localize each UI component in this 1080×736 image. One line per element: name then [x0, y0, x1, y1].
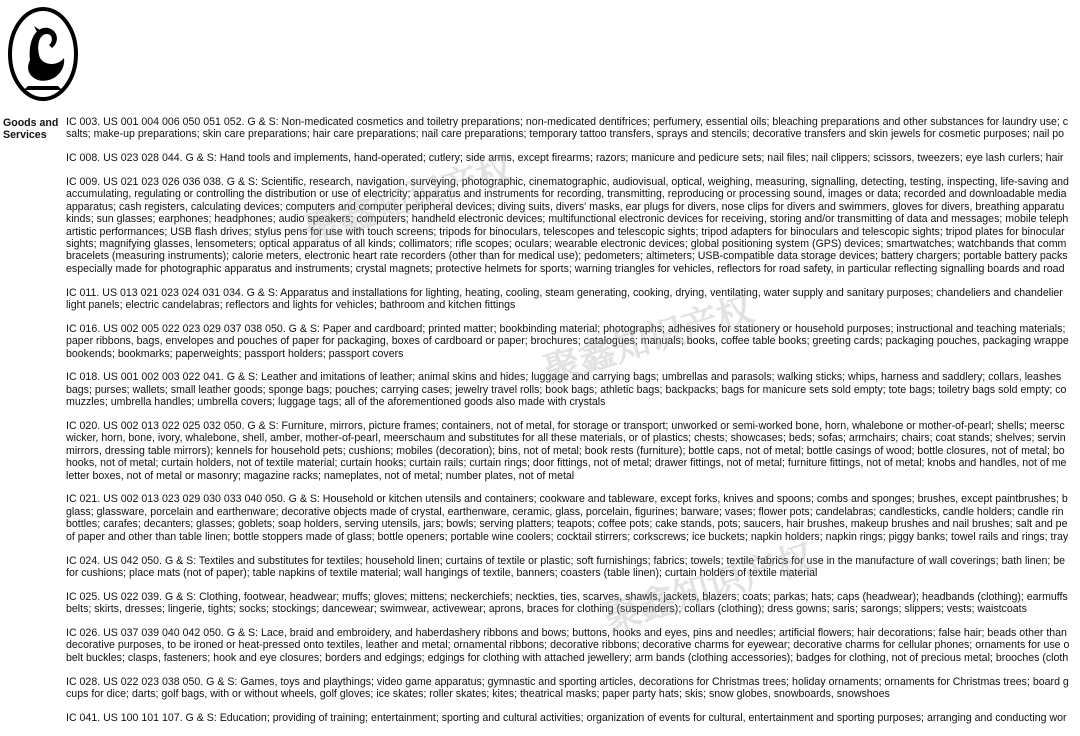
class-text-line: muzzles; umbrella handles; umbrella covers; luggage tags; all of the aforementioned goods also made with crystals: [66, 396, 606, 409]
class-text-line: light panels; electric candelabras; reflectors and lights for vehicles; bathroom and kitchen fittings: [66, 299, 516, 312]
swan-logo-icon: [8, 6, 78, 102]
class-entry: [66, 676, 1080, 701]
class-text-line: decorative purposes, to be ironed or heat-pressed onto textiles, leather and metal; ornamental ribbons; decorative ribbons; decorative charms for eyewear; decorative charms for cellular phones; ornaments for use o: [66, 639, 1070, 652]
class-text-line: IC 026. US 037 039 040 042 050. G & S: Lace, braid and embroidery, and haberdashery ribbons and bows; buttons, hooks and eyes, pins and needles; artificial flowers; hair decorations; false hair; beads other than: [66, 626, 1067, 639]
class-text-line: apparatus; cash registers, calculating devices; computers and computer peripheral devices; diving suits, divers' masks, ear plugs for divers, nose clips for divers and swimmers, gloves for divers, breathing apparatu: [66, 200, 1065, 213]
class-entry: [66, 627, 1080, 664]
class-text-line: letter boxes, not of metal or masonry; magazine racks; nameplates, not of metal; number plates, not of metal: [66, 469, 575, 482]
class-text-line: IC 041. US 100 101 107. G & S: Education; providing of training; entertainment; sporting and cultural activities; organization of events for cultural, entertainment and sporting purposes; arranging and conducting wor: [66, 711, 1067, 724]
class-text-line: bottles; carafes; decanters; glasses; goblets; soap holders, serving utensils, jars; bowls; serving platters; teapots; coffee pots; cake stands, pots; saucers, hair brushes, makeup brushes and nail brushes; salt and pe: [66, 518, 1068, 531]
class-text-line: bags; purses; wallets; small leather goods; sponge bags; pouches; carrying cases; jewelry travel rolls; book bags; athletic bags; backpacks; bags for manicure sets sold empty; tote bags; toiletry bags sold empty; co: [66, 383, 1067, 396]
class-text-line: salts; make-up preparations; skin care preparations; hair care preparations; nail care preparations; temporary tattoo transfers, sprays and stencils; decorative transfers and skin jewels for cosmetic purposes; nail po: [66, 128, 1065, 141]
class-text-line: IC 020. US 002 013 022 025 032 050. G & S: Furniture, mirrors, picture frames; containers, not of metal, for storage or transport; unworked or semi-worked bone, horn, whalebone or mother-of-pearl; shells; meersc: [66, 420, 1065, 433]
class-entry: [66, 555, 1080, 580]
class-text-line: accumulating, regulating or controlling the distribution or use of electricity; apparatus and instruments for recording, transmitting, reproducing or processing sound, images or data; recorded and downloadable media: [66, 188, 1067, 201]
class-entry: [66, 116, 1080, 141]
class-text-line: IC 009. US 021 023 026 036 038. G & S: Scientific, research, navigation, surveying, photographic, cinematographic, audiovisual, optical, weighing, measuring, signalling, detecting, testing, inspecting, life-saving and: [66, 176, 1069, 188]
class-entry: [66, 371, 1080, 408]
class-text-line: glass; glassware, porcelain and earthenware; decorative objects made of crystal, earthenware, ceramic, glass, porcelain, figurines; barware; vases; flower pots; candelabras; candlesticks, candle holders; candle rin: [66, 505, 1064, 518]
goods-services-list: [66, 116, 1080, 736]
class-text-line: IC 008. US 023 028 044. G & S: Hand tools and implements, hand-operated; cutlery; side arms, except firearms; razors; manicure and pedicure sets; nail files; nail clippers; scissors, tweezers; eye lash curlers; hair: [66, 152, 1064, 165]
watermark: 聚鑫知识产权: [599, 537, 819, 640]
class-entry: [66, 152, 1080, 164]
class-entry: [66, 323, 1080, 360]
class-text-line: belts; skirts, dresses; lingerie, tights; socks; stockings; dancewear; swimwear, activewear; aprons, braces for clothing (suspenders); collars (clothing); dress gowns; saris; sarongs; slippers; vests; waistcoats: [66, 603, 1027, 616]
class-text-line: artistic performances; USB flash drives; stylus pens for use with touch screens; tripods for binoculars, telescopes and telescopic sights; tripod adapters for binoculars and telescopic sights; tripod plates for binocular: [66, 225, 1065, 238]
class-text-line: IC 018. US 001 002 003 022 041. G & S: Leather and imitations of leather; animal skins and hides; luggage and carrying bags; umbrellas and parasols; walking sticks; whips, harness and saddlery; collars, leashes: [66, 371, 1062, 384]
goods-services-label: Goods and Services: [3, 117, 59, 142]
class-text-line: bookends; bookmarks; paperweights; passport holders; passport covers: [66, 347, 404, 360]
class-text-line: belt buckles; clasps, fasteners; hook and eye closures; borders and edgings; edgings for clothing with attached jewellery; arm bands (clothing accessories); badges for clothing, not of precious metal; brooches (cloth: [66, 651, 1069, 664]
watermark: 聚鑫知识产权: [299, 149, 519, 252]
class-entry: [66, 591, 1080, 616]
class-entry: [66, 493, 1080, 543]
class-text-line: wicker, horn, bone, ivory, whalebone, shell, amber, mother-of-pearl, meerschaum and substitutes for all these materials, or of plastics; chests; showcases; beds; sofas; armchairs; chairs; coat stands; shelves; servin: [66, 432, 1066, 445]
class-text-line: of paper and other than table linen; bottle stoppers made of glass; bottle openers; portable wine coolers; cocktail stirrers; corkscrews; ice buckets; napkin holders; napkin rings; piggy banks; towel rails and rings; tray: [66, 530, 1069, 543]
class-text-line: kinds; sun glasses; earphones; headphones; audio speakers; computers; handheld electronic devices; multifunctional electronic devices for receiving, storing and/or transmitting of data and messages; mobile teleph: [66, 213, 1069, 226]
class-text-line: IC 028. US 022 023 038 050. G & S: Games, toys and playthings; video game apparatus; gymnastic and sporting articles, decorations for Christmas trees; holiday ornaments; ornaments for Christmas trees; board g: [66, 675, 1069, 688]
class-text-line: mirrors, dressing table mirrors); kennels for household pets; cushions; mobiles (decoration); bins, not of metal; book rests (furniture); bottle caps, not of metal; bottle casings of wood; bottle closures, not of metal; bo: [66, 444, 1065, 457]
class-text-line: paper ribbons, bags, envelopes and pouches of paper for packaging, boxes of cardboard or paper; brochures; catalogues; manuals; books, coffee table books; greeting cards; packaging pouches, packaging wrappe: [66, 335, 1069, 348]
watermark: 聚鑫知识产权: [539, 289, 759, 392]
class-entry: [66, 712, 1080, 724]
class-text-line: IC 021. US 002 013 023 029 030 033 040 050. G & S: Household or kitchen utensils and containers; cookware and tableware, except forks, knives and spoons; combs and sponges; brushes, except paintbrushes; b: [66, 493, 1068, 506]
class-text-line: sights; magnifying glasses, lensometers; optical apparatus of all kinds; collimators; rifle scopes; oculars; wearable electronic devices; global positioning system (GPS) devices; smartwatches; watchbands that comm: [66, 238, 1067, 251]
class-entry: [66, 287, 1080, 312]
class-text-line: IC 024. US 042 050. G & S: Textiles and substitutes for textiles; household linen; curtains of textile or plastic; soft furnishings; fabrics; towels; textile fabrics for use in the manufacture of wall coverings; bath linen; be: [66, 554, 1066, 567]
class-text-line: hooks, not of metal; curtain holders, not of textile material; curtain hooks; curtain rails; curtain rings; door fittings, not of metal; drawer fittings, not of metal; furniture fittings, not of metal; knobs and handles, not of me: [66, 457, 1067, 470]
class-text-line: IC 016. US 002 005 022 023 029 037 038 050. G & S: Paper and cardboard; printed matter; bookbinding material; photographs; adhesives for stationery or household purposes; instructional and teaching materials;: [66, 322, 1066, 335]
class-text-line: cups for dice; darts; golf bags, with or without wheels, golf gloves; ice skates; roller skates; kites; theatrical masks; paper party hats; skis; snow globes, snowboards, snowshoes: [66, 687, 890, 700]
class-text-line: IC 003. US 001 004 006 050 051 052. G & S: Non-medicated cosmetics and toiletry preparations; non-medicated dentifrices; perfumery, essential oils; bleaching preparations and other substances for laundry use; c: [66, 116, 1069, 128]
class-text-line: bracelets (measuring instruments); calorie meters, electronic heart rate recorders (other than for medical use); pedometers; altimeters; USB-compatible data storage devices; battery chargers; portable battery packs: [66, 250, 1068, 263]
class-text-line: IC 011. US 013 021 023 024 031 034. G & S: Apparatus and installations for lighting, heating, cooling, steam generating, cooking, drying, ventilating, water supply and sanitary purposes; chandeliers and chandelier: [66, 286, 1063, 299]
class-entry: [66, 420, 1080, 482]
class-text-line: especially made for photographic apparatus and instruments; crystal magnets; protective helmets for sports; warning triangles for vehicles, reflectors for road safety, in particular reflecting signalling boards and road: [66, 262, 1065, 275]
class-text-line: for cushions; place mats (not of paper); table napkins of textile material; wall hangings of textile, banners; coasters (table linen); curtain holders of textile material: [66, 566, 818, 579]
class-text-line: IC 025. US 022 039. G & S: Clothing, footwear, headwear; muffs; gloves; mittens; neckerchiefs; neckties, ties, scarves, shawls, jackets, blazers; coats; parkas; hats; caps (headwear); headbands (clothing); earmuffs: [66, 590, 1068, 603]
class-entry: [66, 176, 1080, 275]
